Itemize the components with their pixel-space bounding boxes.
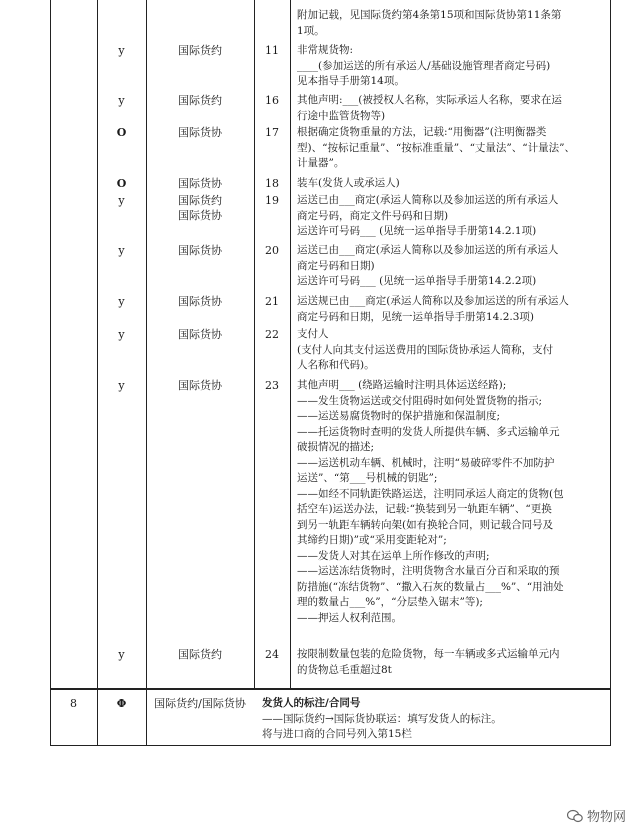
text-line: 附加记载，见国际货约第4条第15项和国际货协第11条第: [297, 9, 562, 21]
text-line: 计量器”。: [297, 157, 345, 169]
text-line: 的货物总毛重超过8t: [297, 663, 392, 676]
text-line: 商定号码和日期): [297, 259, 375, 272]
field-description: [297, 243, 608, 290]
field-description: [297, 294, 608, 325]
table-border-left: [50, 0, 51, 746]
text-line: 括空车)运送办法，记载:“换装到另一轨距车辆”、“更换: [297, 503, 552, 515]
col-divider-1: [97, 0, 98, 746]
req-symbol: y: [118, 94, 125, 107]
section-title: 发货人的标注/合同号: [262, 697, 361, 709]
section-convention: 国际货约/国际货协: [154, 697, 246, 710]
text-line: ——发生货物运送或交付阻碍时如何处置货物的指示;: [297, 394, 543, 407]
text-line: 防措施(“冻结货物”、“撒入石灰的数量占___%”、“用油处: [297, 580, 564, 593]
field-number: 19: [265, 194, 279, 207]
text-line: 将与进口商的合同号列入第15栏: [262, 728, 412, 740]
section-divider: [50, 688, 611, 690]
req-symbol: y: [118, 648, 125, 661]
field-description: [297, 43, 608, 90]
req-symbol: y: [118, 244, 125, 257]
field-number: 18: [265, 177, 279, 190]
field-description: [297, 378, 608, 626]
field-number: 23: [265, 379, 279, 392]
text-line: (支付人向其支付运送费用的国际货协承运人简称，支付: [297, 343, 554, 356]
text-line: 运送许可号码___ (见统一运单指导手册第14.2.1项): [297, 225, 537, 237]
text-line: 商定号码，商定文件号码和日期): [297, 209, 449, 222]
req-symbol: O: [116, 126, 127, 139]
text-line: 其他声明___ (绕路运输时注明具体运送经路);: [297, 379, 507, 391]
text-line: 到另一轨距车辆转向架(如有换轮合同，则记载合同号及: [297, 518, 554, 531]
field-number: 22: [265, 328, 279, 341]
text-line: ——押运人权利范围。: [297, 611, 402, 624]
text-line: 行途中监管货物等): [297, 109, 386, 122]
convention-label: 国际货协: [178, 379, 222, 392]
field-description: [297, 93, 608, 124]
text-line: 型)、“按标记重量”、“按标准重量”、“丈量法”、“计量法”、: [297, 141, 576, 154]
watermark: [567, 806, 626, 825]
text-line: 理的数量占___%”，“分层垫入锯末”等);: [297, 596, 483, 608]
req-symbol: O: [116, 177, 127, 190]
text-line: 运送规已由___商定(承运人简称以及参加运送的所有承运人: [297, 295, 569, 307]
convention-label: 国际货协: [178, 244, 222, 257]
text-line: 运送许可号码___ (见统一运单指导手册第14.2.2项): [297, 275, 537, 287]
convention-label: 国际货约: [178, 194, 222, 207]
field-description: [297, 647, 608, 678]
text-line: 见本指导手册第14项。: [297, 75, 405, 87]
section-description: [262, 696, 607, 743]
text-line: 运送已由___商定(承运人简称以及参加运送的所有承运人: [297, 244, 559, 256]
col-divider-4: [290, 0, 291, 690]
convention-label: 国际货约: [178, 648, 222, 661]
convention-label: 国际货协: [178, 295, 222, 308]
table-border-right: [610, 0, 611, 746]
field-number: 11: [265, 44, 279, 57]
text-line: 按限制数量包装的危险货物，每一车辆或多式运输单元内: [297, 648, 560, 660]
req-symbol: y: [118, 44, 125, 57]
field-number: 24: [265, 648, 279, 661]
convention-label: 国际货协: [178, 328, 222, 341]
convention-label: 国际货约: [178, 94, 222, 107]
text-line: ——运送易腐货物时的保护措施和保温制度;: [297, 410, 501, 422]
text-line: ——发货人对其在运单上所作修改的声明;: [297, 549, 490, 562]
field-description: [297, 125, 608, 172]
field-number: 20: [265, 244, 279, 257]
field-number: 21: [265, 295, 279, 308]
field-number: 16: [265, 94, 279, 107]
text-line: 人名称和代码)。: [297, 359, 375, 371]
col-divider-2: [146, 0, 147, 746]
text-line: 其他声明:___(被授权人名称，实际承运人名称，要求在运: [297, 94, 562, 106]
req-symbol: y: [118, 295, 125, 308]
text-line: ——托运货物时查明的发货人所提供车辆、多式运输单元: [297, 425, 560, 438]
req-symbol: y: [118, 194, 125, 207]
text-line: 其缔约日期)”或“采用变距轮对”;: [297, 534, 447, 546]
row-continuation-text: [297, 8, 608, 39]
field-description: [297, 193, 608, 240]
text-line: ____(参加运送的所有承运人/基础设施管理者商定号码): [297, 59, 551, 72]
text-line: 运送已由___商定(承运人简称以及参加运送的所有承运人: [297, 194, 559, 206]
text-line: 支付人: [297, 328, 329, 340]
text-line: 商定号码和日期，见统一运单指导手册第14.2.3项): [297, 310, 534, 323]
chat-bubble-icon: [567, 809, 583, 823]
req-symbol: y: [118, 328, 125, 341]
section-number: 8: [70, 697, 77, 710]
field-number: 17: [265, 126, 279, 139]
text-line: 运送”、“第___号机械的钥匙”;: [297, 472, 438, 484]
text-line: 破损情况的描述;: [297, 441, 375, 453]
text-line: 非常规货物:: [297, 44, 354, 56]
convention-label: 国际货约: [178, 44, 222, 57]
text-line: ——运送冻结货物时，注明货物含水量百分百和采取的预: [297, 565, 560, 577]
section-symbol: Φ: [116, 697, 127, 710]
field-description: [297, 327, 608, 374]
convention-label-secondary: 国际货协: [178, 209, 222, 222]
text-line: ——国际货约→国际货协联运：填写发货人的标注。: [262, 712, 502, 725]
req-symbol: y: [118, 379, 125, 392]
text-line: ——如经不同轨距铁路运送，注明同承运人商定的货物(包: [297, 487, 564, 500]
text-line: ——运送机动车辆、机械时，注明“易破碎零件不加防护: [297, 456, 555, 469]
watermark-text: 物物网: [586, 810, 626, 825]
text-line: 1项。: [297, 24, 325, 37]
text-line: 装车(发货人或承运人): [297, 177, 400, 189]
field-description: [297, 176, 608, 192]
table-border-bottom: [50, 745, 611, 746]
convention-label: 国际货协: [178, 126, 222, 139]
text-line: 根据确定货物重量的方法，记载:“用衡器”(注明衡器类: [297, 126, 547, 138]
convention-label: 国际货协: [178, 177, 222, 190]
